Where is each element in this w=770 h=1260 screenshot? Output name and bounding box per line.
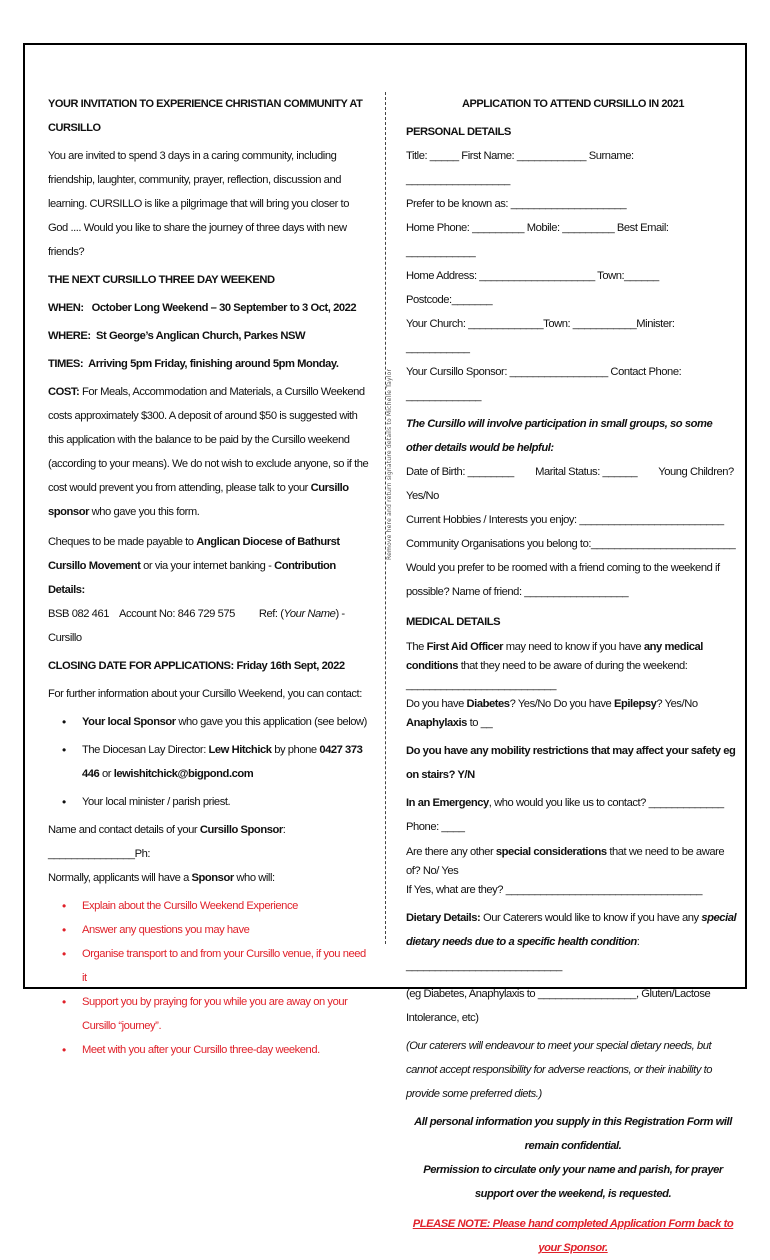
first-aid-bold2: any medical conditions — [406, 641, 703, 672]
special-if-yes: If Yes, what are they? __________________________________ — [406, 884, 702, 896]
first-aid-paragraph — [406, 638, 740, 695]
bank-details — [48, 602, 370, 650]
list-item: • Your local minister / parish priest. — [48, 790, 370, 814]
sponsor-duties-list — [48, 894, 370, 1062]
cheques-paragraph — [48, 530, 370, 602]
further-info: For further information about your Cursillo Weekend, you can contact: — [48, 688, 362, 700]
please-note: PLEASE NOTE: Please hand completed Application Form back to your Sponsor. — [412, 1218, 734, 1254]
hobbies-line: Current Hobbies / Interests you enjoy: _________________________ — [406, 514, 724, 526]
contact-list — [48, 710, 370, 814]
list-item: • Explain about the Cursillo Weekend Experience — [48, 894, 370, 918]
cost-sponsor: Cursillo sponsor — [48, 482, 349, 518]
confidential-note-1: All personal information you supply in this Registration Form will remain confidential. — [414, 1116, 732, 1152]
sponsor-name-suffix: : _______________Ph: — [48, 824, 286, 860]
special-rest: that we need to be aware of? No/ Yes — [406, 846, 725, 877]
list-item: • Organise transport to and from your Cursillo venue, if you need it — [48, 942, 370, 990]
anaphylaxis-bold: Anaphylaxis — [406, 717, 467, 729]
invitation-column — [48, 92, 370, 1062]
where-line — [48, 324, 370, 348]
personal-details-heading: PERSONAL DETAILS — [406, 126, 511, 138]
roomed-line: Would you prefer to be roomed with a friend coming to the weekend if possible? Name of friend: __________________ — [406, 562, 720, 598]
epilepsy-bold: Epilepsy — [613, 698, 657, 710]
normally-line — [48, 866, 370, 890]
dob: Date of Birth: ________ — [406, 466, 514, 478]
cheques-or: or via your internet banking - — [143, 560, 272, 572]
when-line — [48, 296, 370, 320]
known-as-line: Prefer to be known as: ____________________ — [406, 198, 627, 210]
bsb: BSB 082 461 — [48, 608, 109, 620]
director-by-phone: by phone — [274, 744, 317, 756]
where-value: St George’s Anglican Church, Parkes NSW — [96, 330, 306, 342]
director-or: or — [102, 768, 112, 780]
cost-paragraph — [48, 380, 370, 524]
sponsor-name-line — [48, 818, 370, 866]
cost-label: COST: — [48, 386, 80, 398]
cost-value: For Meals, Accommodation and Materials, a Cursillo Weekend costs approximately $300. A deposit of around $50 is suggested with this application with the balance to be paid by the Cursillo weekend (according to your means). We do not wish to exclude anyone, so if the cost would prevent you from attending, please talk to your — [48, 386, 369, 494]
first-aid-suffix: that they need to be aware of during the weekend: __________________________ — [406, 660, 688, 691]
groups-note: The Cursillo will involve participation in small groups, so some other details would be helpful: — [406, 418, 713, 454]
special-bold: special considerations — [495, 846, 607, 858]
confidential-note-2: Permission to circulate only your name and parish, for prayer support over the weekend, is requested. — [423, 1164, 723, 1200]
list-item: • Answer any questions you may have — [48, 918, 370, 942]
normally-suffix: who will: — [236, 872, 275, 884]
sponsor-rest: who gave you this application (see below) — [178, 716, 367, 728]
emergency-bold: In an Emergency — [406, 797, 489, 809]
normally-prefix: Normally, applicants will have a — [48, 872, 189, 884]
caterers-note: (Our caterers will endeavour to meet your special dietary needs, but cannot accept responsibility for adverse reactions, or their inability to provide some preferred diets.) — [406, 1040, 713, 1100]
first-aid-bold: First Aid Officer — [426, 641, 504, 653]
director-email: lewishitchick@bigpond.com — [113, 768, 254, 780]
dob-line — [406, 460, 740, 508]
special-line — [406, 843, 740, 881]
times-label: TIMES: — [48, 358, 84, 370]
application-heading: APPLICATION TO ATTEND CURSILLO IN 2021 — [461, 98, 685, 110]
ref-prefix: Ref: ( — [258, 608, 284, 620]
diabetes-bold: Diabetes — [466, 698, 510, 710]
dietary-paragraph — [406, 906, 740, 978]
cheques-payee: Anglican Diocese of Bathurst Cursillo Movement — [48, 536, 340, 572]
mobility-line: Do you have any mobility restrictions that may affect your safety eg on stairs? Y/N — [406, 745, 736, 781]
phone-line: Home Phone: _________ Mobile: _________ Best Email: ____________ — [406, 222, 669, 258]
when-label: WHEN: — [48, 302, 84, 314]
ref-suffix: ) - Cursillo — [48, 608, 345, 644]
invitation-heading: YOUR INVITATION TO EXPERIENCE CHRISTIAN COMMUNITY AT CURSILLO — [48, 98, 363, 134]
closing-date: CLOSING DATE FOR APPLICATIONS: Friday 16th Sept, 2022 — [48, 660, 345, 672]
application-column — [406, 92, 740, 1260]
conditions-line — [406, 695, 740, 733]
normally-bold: Sponsor — [191, 872, 234, 884]
cheques-text: Cheques to be made payable to — [48, 536, 194, 548]
director-text: The Diocesan Lay Director: — [82, 744, 206, 756]
times-value: Arriving 5pm Friday, finishing around 5pm Monday. — [88, 358, 339, 370]
list-item: • Meet with you after your Cursillo three-day weekend. — [48, 1038, 370, 1062]
sponsor-line: Your Cursillo Sponsor: _________________ Contact Phone: _____________ — [406, 366, 682, 402]
dietary-bold: Dietary Details: — [406, 912, 481, 924]
dietary-blank: : ___________________________ — [406, 936, 640, 972]
marital-status: Marital Status: ______ — [535, 466, 638, 478]
tear-line-text: Remove here and return signature details to Michelle Taylor — [386, 368, 393, 560]
title-name-line: Title: _____ First Name: ____________ Surname: __________________ — [406, 150, 634, 186]
sponsor-name-prefix: Name and contact details of your — [48, 824, 198, 836]
first-aid-prefix: The — [406, 641, 424, 653]
diabetes-mid: ? Yes/No Do you have — [509, 698, 612, 710]
director-name: Lew Hitchick — [208, 744, 272, 756]
dietary-eg: (eg Diabetes, Anaphylaxis to _________________, Gluten/Lactose Intolerance, etc) — [406, 988, 711, 1024]
list-item — [48, 738, 370, 786]
dietary-bold-italic: special dietary needs due to a specific health condition — [406, 912, 737, 948]
young-children: Young Children? Yes/No — [406, 466, 734, 502]
when-value: October Long Weekend – 30 September to 3 Oct, 2022 — [91, 302, 357, 314]
medical-details-heading: MEDICAL DETAILS — [406, 616, 501, 628]
diabetes-prefix: Do you have — [406, 698, 464, 710]
account-number: Account No: 846 729 575 — [119, 608, 235, 620]
cost-tail: who gave you this form. — [91, 506, 200, 518]
epilepsy-mid: ? Yes/No — [656, 698, 698, 710]
sponsor-name-bold: Cursillo Sponsor — [199, 824, 283, 836]
special-prefix: Are there any other — [406, 846, 494, 858]
list-item — [48, 710, 370, 734]
address-line: Home Address: ____________________ Town:______ Postcode:_______ — [406, 270, 659, 306]
first-aid-mid: may need to know if you have — [505, 641, 642, 653]
ref-name: Your Name — [283, 608, 336, 620]
anaphylaxis-suffix: to __ — [469, 717, 493, 729]
contribution-label: Contribution Details: — [48, 560, 336, 596]
list-item: • Support you by praying for you while you are away on your Cursillo “journey”. — [48, 990, 370, 1038]
director-phone: 0427 373 446 — [82, 744, 363, 780]
community-line: Community Organisations you belong to:_________________________ — [406, 538, 736, 550]
dietary-rest: Our Caterers would like to know if you have any — [482, 912, 699, 924]
weekend-heading: THE NEXT CURSILLO THREE DAY WEEKEND — [48, 274, 275, 286]
where-label: WHERE: — [48, 330, 91, 342]
sponsor-bold: Your local Sponsor — [82, 716, 176, 728]
times-line — [48, 352, 370, 376]
intro-paragraph: You are invited to spend 3 days in a caring community, including friendship, laughter, community, prayer, reflection, discussion and learning. CURSILLO is like a pilgrimage that will bring you closer to God .... Would you like to share the journey of three days with new friends? — [48, 150, 349, 258]
emergency-rest: , who would you like us to contact? _____________ Phone: ____ — [406, 797, 724, 833]
church-line: Your Church: _____________Town: ___________Minister: ___________ — [406, 318, 675, 354]
emergency-line — [406, 791, 740, 839]
